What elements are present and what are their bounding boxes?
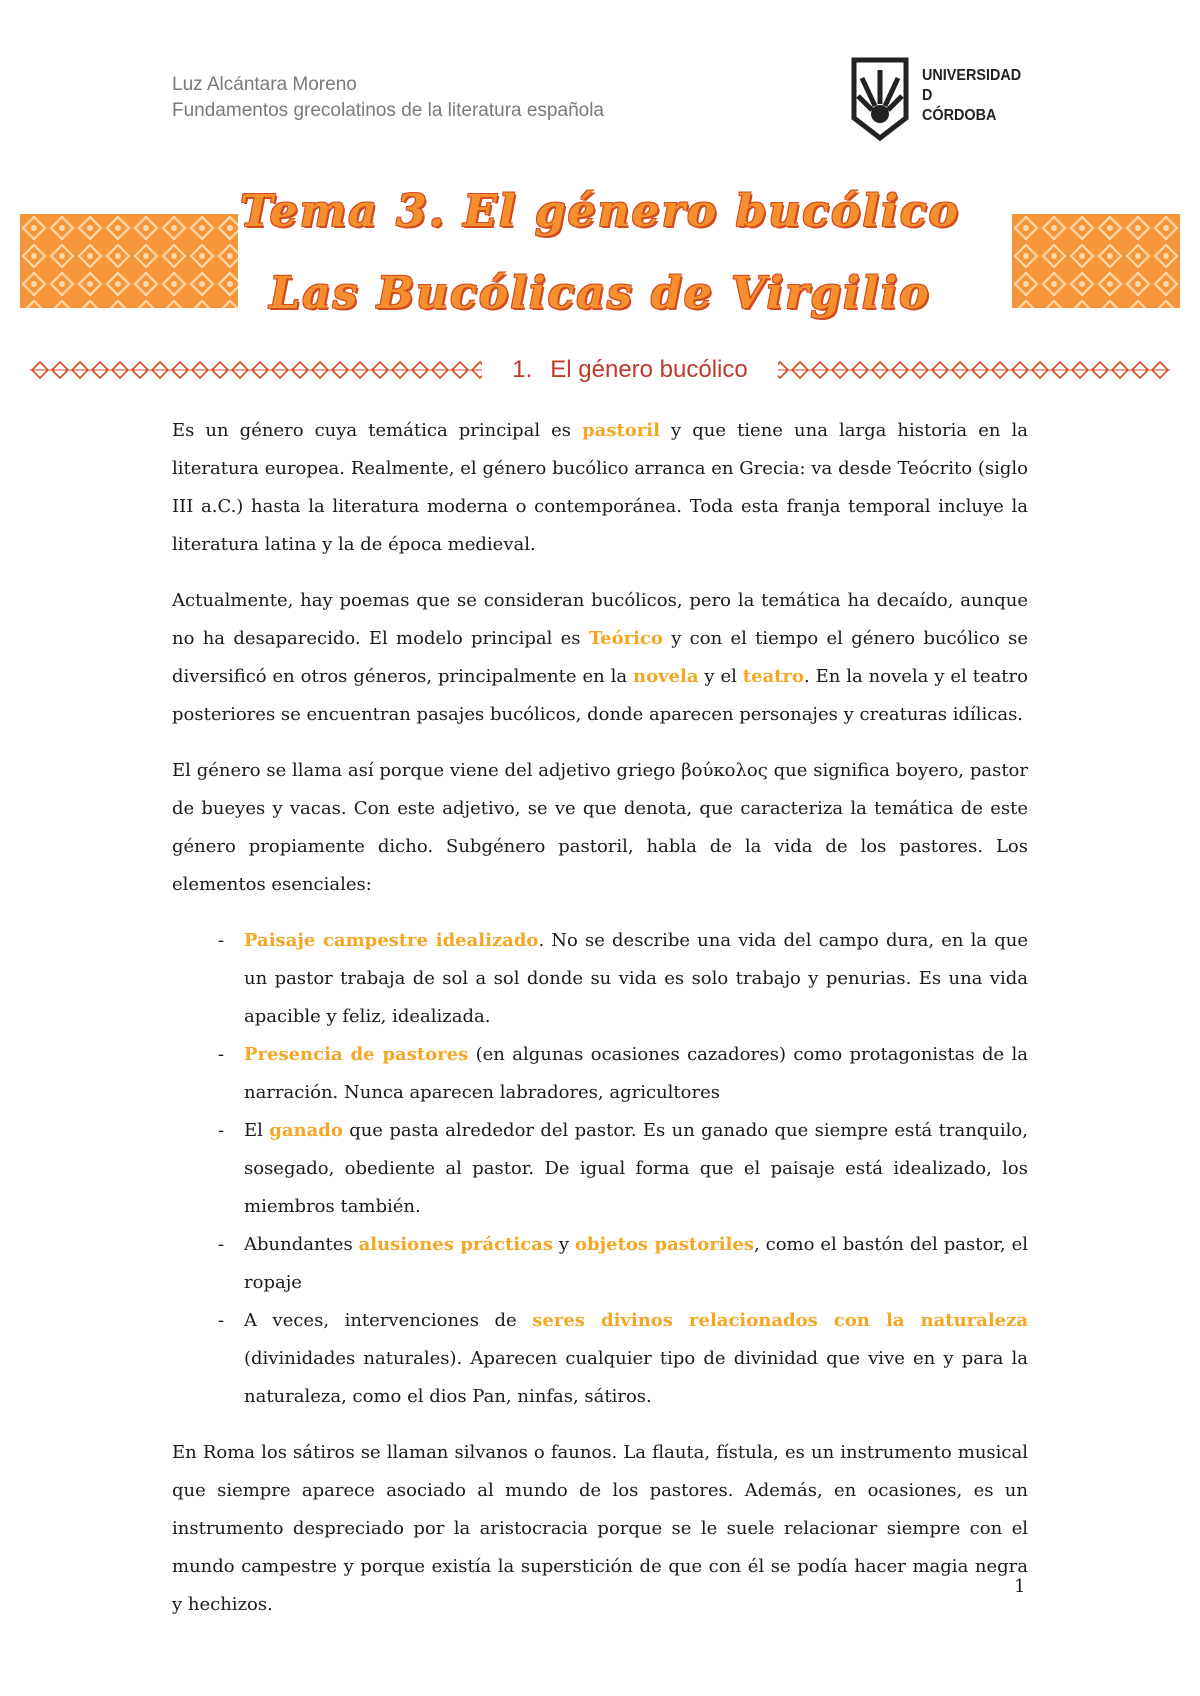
highlight-pastoril: pastoril xyxy=(582,420,660,441)
title-line-1: Tema 3. El género bucólico xyxy=(240,186,960,237)
text-run: que pasta alrededor del pastor. Es un ganado que siempre está tranquilo, sosegado, obediente al pastor. De igual forma que el paisaje está idealizado, los miembros también. xyxy=(244,1120,1028,1217)
text-run: , como el bastón del pastor, el ropaje xyxy=(244,1234,1028,1293)
author-name: Luz Alcántara Moreno xyxy=(172,74,357,95)
text-run: . En la novela y el teatro posteriores se encuentran pasajes bucólicos, donde aparecen personajes y creaturas idílicas. xyxy=(172,666,1028,725)
text-run: y que tiene una larga historia en la literatura europea. Realmente, el género bucólico arranca en Grecia: va desde Teócrito (siglo III a.C.) hasta la literatura moderna o contemporánea. Toda esta franja temporal incluye la literatura latina y la de época medieval. xyxy=(172,420,1028,555)
text-run: y xyxy=(552,1234,576,1255)
text-run: Es un género cuya temática principal es xyxy=(172,420,583,441)
highlight-alusiones: alusiones prácticas xyxy=(358,1234,553,1255)
highlight-teorico: Teórico xyxy=(588,628,663,649)
page-number: 1 xyxy=(1014,1576,1026,1597)
text-run: (divinidades naturales). Aparecen cualquier tipo de divinidad que vive en y para la naturaleza, como el dios Pan, ninfas, sátiros. xyxy=(244,1348,1028,1407)
highlight-novela: novela xyxy=(633,666,699,687)
text-run: (en algunas ocasiones cazadores) como protagonistas de la narración. Nunca aparecen labradores, agricultores xyxy=(244,1044,1028,1103)
text-run: . No se describe una vida del campo dura, en la que un pastor trabaja de sol a sol donde su vida es solo trabajo y penurias. Es una vida apacible y feliz, idealizada. xyxy=(244,930,1029,1027)
text-run: y el xyxy=(698,666,743,687)
list-item xyxy=(172,1226,1028,1302)
highlight-paisaje: Paisaje campestre idealizado xyxy=(244,930,539,951)
university-logo xyxy=(848,56,1028,142)
document-body xyxy=(172,412,1028,1642)
section-title xyxy=(482,354,778,386)
highlight-pastores: Presencia de pastores xyxy=(244,1044,469,1065)
paragraph-1 xyxy=(172,412,1028,564)
university-name xyxy=(922,66,1021,126)
text-run: Abundantes xyxy=(244,1234,359,1255)
document-header xyxy=(172,72,604,124)
text-run: Actualmente, hay poemas que se consideran bucólicos, pero la temática ha decaído, aunque no ha desaparecido. El modelo principal es xyxy=(172,590,1028,649)
highlight-seres-divinos: seres divinos relacionados con la naturaleza xyxy=(532,1310,1028,1331)
paragraph-2 xyxy=(172,582,1028,734)
logo-line-3: CÓRDOBA xyxy=(922,107,997,124)
list-item xyxy=(172,1112,1028,1226)
section-heading xyxy=(30,354,1170,386)
decorative-tape-left xyxy=(20,214,238,308)
title-line-2: Las Bucólicas de Virgilio xyxy=(269,268,931,319)
paragraph-4: En Roma los sátiros se llaman silvanos o faunos. La flauta, fístula, es un instrumento musical que siempre aparece asociado al mundo de los pastores. Además, en ocasiones, es un instrumento despreciado por la aristocracia porque se le suele relacionar siempre con el mundo campestre y porque existía la superstición de que con él se podía hacer magia negra y hechizos. xyxy=(172,1442,1028,1615)
highlight-ganado: ganado xyxy=(269,1120,343,1141)
text-run: y con el tiempo el género bucólico se diversificó en otros géneros, principalmente en la xyxy=(172,628,1028,687)
text-run: A veces, intervenciones de xyxy=(244,1310,533,1331)
list-item xyxy=(172,1302,1028,1416)
list-item xyxy=(172,1036,1028,1112)
section-number: 1. xyxy=(512,356,533,383)
highlight-objetos: objetos pastoriles xyxy=(575,1234,754,1255)
course-name: Fundamentos grecolatinos de la literatura española xyxy=(172,100,604,121)
text-run: El xyxy=(244,1120,270,1141)
section-label: El género bucólico xyxy=(550,356,748,383)
essential-elements-list xyxy=(172,922,1028,1416)
logo-line-1: UNIVERSIDAD xyxy=(922,67,1022,84)
list-item xyxy=(172,922,1028,1036)
decorative-tape-right xyxy=(1012,214,1180,308)
logo-line-2: D xyxy=(922,87,933,104)
paragraph-3: El género se llama así porque viene del adjetivo griego βούκολος que significa boyero, pastor de bueyes y vacas. Con este adjetivo, se ve que denota, que caracteriza la temática de este género propiamente dicho. Subgénero pastoril, habla de la vida de los pastores. Los elementos esenciales: xyxy=(172,760,1028,895)
university-shield-icon xyxy=(848,56,912,142)
highlight-teatro: teatro xyxy=(742,666,805,687)
